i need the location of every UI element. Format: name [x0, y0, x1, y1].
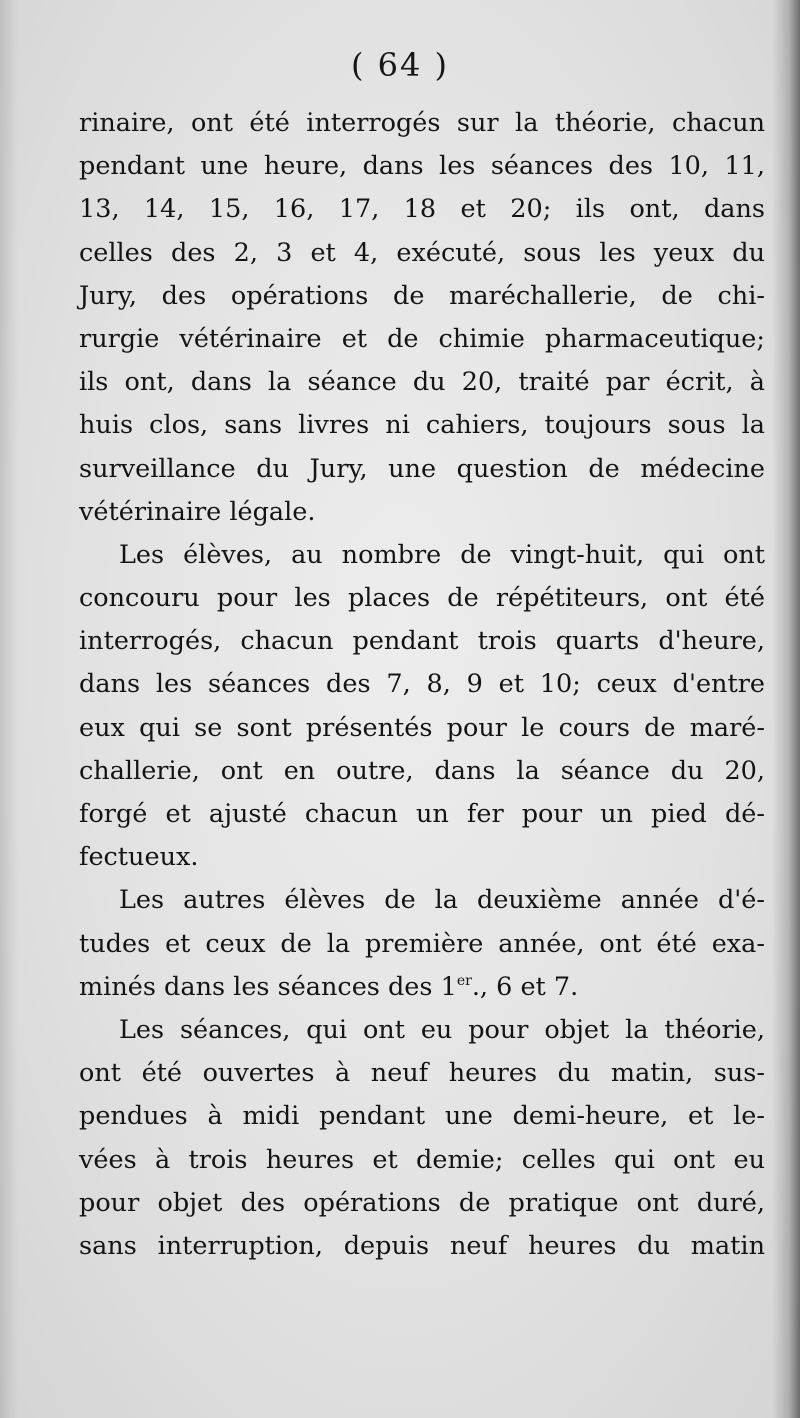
page-left-shadow — [0, 0, 18, 1418]
text-line: tudes et ceux de la première année, ont été exa- — [79, 928, 765, 959]
text-line: forgé et ajusté chacun un fer pour un pied dé- — [79, 799, 765, 829]
text-line: surveillance du Jury, une question de médecine — [79, 453, 765, 484]
text-line: interrogés, chacun pendant trois quarts d'heure, — [79, 626, 765, 657]
text-line: Jury, des opérations de maréchallerie, de chi- — [79, 280, 765, 311]
text-line: 13, 14, 15, 16, 17, 18 et 20; ils ont, dans — [79, 194, 765, 225]
text-line: Les élèves, au nombre de vingt-huit, qui ont — [119, 539, 765, 570]
page-number: ( 64 ) — [350, 46, 450, 84]
text-line: huis clos, sans livres ni cahiers, toujours sous la — [79, 410, 765, 441]
text-line: vétérinaire légale. — [79, 496, 316, 527]
text-line — [79, 966, 765, 1009]
text-line: Les autres élèves de la deuxième année d'é- — [119, 885, 765, 916]
text-segment: minés dans les séances des 1 — [79, 971, 457, 1002]
text-line: pendues à midi pendant une demi-heure, et le- — [79, 1101, 765, 1132]
text-line: ont été ouvertes à neuf heures du matin, sus- — [79, 1058, 765, 1089]
text-line: pour objet des opérations de pratique ont duré, — [79, 1187, 765, 1218]
text-line: Les séances, qui ont eu pour objet la théorie, — [119, 1014, 765, 1045]
text-line: pendant une heure, dans les séances des 10, 11, — [79, 151, 765, 182]
text-line: sans interruption, depuis neuf heures du matin — [79, 1230, 765, 1261]
text-line: celles des 2, 3 et 4, exécuté, sous les yeux du — [79, 237, 765, 268]
text-line: dans les séances des 7, 8, 9 et 10; ceux d'entre — [79, 669, 765, 700]
text-line: concouru pour les places de répétiteurs, ont été — [79, 583, 765, 614]
text-line: rurgie vétérinaire et de chimie pharmaceutique; — [79, 323, 765, 354]
page-right-shadow — [772, 0, 800, 1418]
text-line: ils ont, dans la séance du 20, traité par écrit, à — [79, 367, 765, 398]
text-line: vées à trois heures et demie; celles qui ont eu — [79, 1144, 765, 1175]
text-line: rinaire, ont été interrogés sur la théorie, chacun — [79, 108, 765, 138]
text-line: eux qui se sont présentés pour le cours de maré- — [79, 712, 765, 743]
text-line: challerie, ont en outre, dans la séance du 20, — [79, 755, 765, 786]
superscript: er — [456, 972, 472, 989]
page-body-text — [79, 102, 765, 1268]
text-segment: ., 6 et 7. — [471, 971, 579, 1002]
text-line: fectueux. — [79, 842, 199, 873]
